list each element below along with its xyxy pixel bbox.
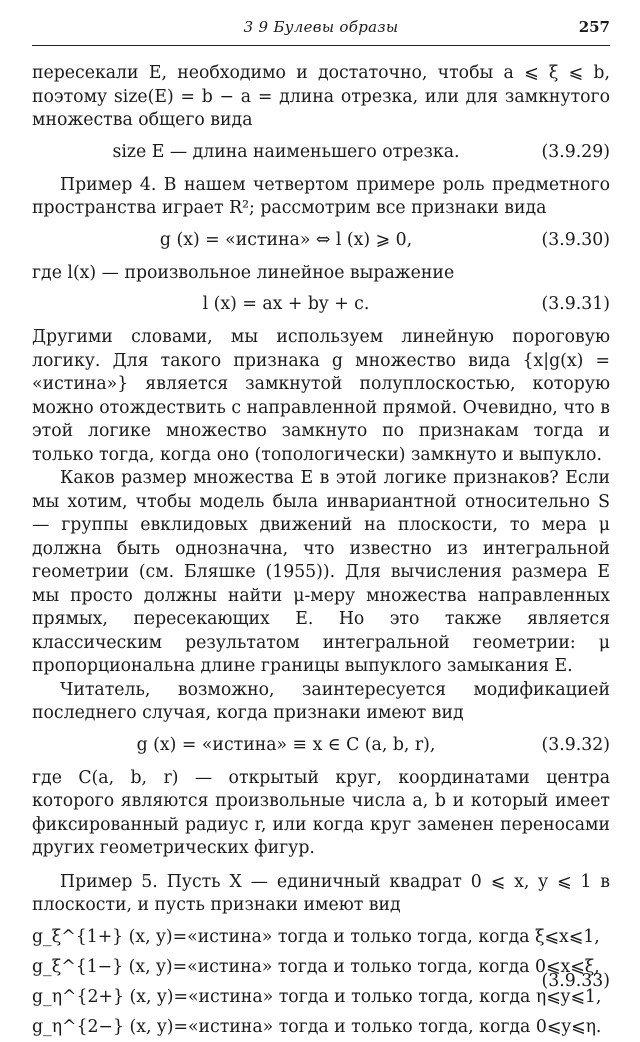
equation-number: (3.9.32) xyxy=(541,734,610,755)
page-header xyxy=(32,18,610,44)
running-head: 3 9 Булевы образы xyxy=(243,18,399,36)
equation-number: (3.9.30) xyxy=(541,229,610,250)
paragraph: Читатель, возможно, заинтересуется модификацией последнего случая, когда признаки имеют вид xyxy=(32,679,610,723)
equation-number: (3.9.29) xyxy=(541,141,610,162)
equation xyxy=(32,141,610,165)
equation-expression: size E — длина наименьшего отрезка. xyxy=(112,141,460,162)
equation xyxy=(32,293,610,317)
equation-expression: l (x) = ax + by + c. xyxy=(202,294,370,314)
page-body xyxy=(32,62,610,1042)
equation xyxy=(32,734,610,758)
case-line: g_ξ^{1−} (x, y)=«истина» тогда и только тогда, когда 0⩽x⩽ξ, xyxy=(32,956,600,977)
case-equations xyxy=(32,922,610,1042)
case-line: g_η^{2+} (x, y)=«истина» тогда и только тогда, когда η⩽y⩽1, xyxy=(32,986,602,1007)
paragraph: Пример 5. Пусть X — единичный квадрат 0 ⩽ x, y ⩽ 1 в плоскости, и пусть признаки имеют вид xyxy=(32,871,610,915)
case-line: g_ξ^{1+} (x, y)=«истина» тогда и только тогда, когда ξ⩽x⩽1, xyxy=(32,926,600,947)
equation-number: (3.9.31) xyxy=(541,294,610,314)
equation xyxy=(32,229,610,253)
paragraph: где l(x) — произвольное линейное выражение xyxy=(32,262,455,283)
paragraph: Другими словами, мы используем линейную пороговую логику. Для такого признака g множество вида {x|g(x) = «истина»} является замкнутой полуплоскостью, которую можно отождествить с направленной прямой. Очевидно, что в этой логике множество замкнуто по признакам тогда и только тогда, когда оно (топологически) замкнуто и выпукло. xyxy=(32,327,610,465)
page-number: 257 xyxy=(578,18,610,36)
paragraph: Каков размер множества E в этой логике признаков? Если мы хотим, чтобы модель была инвариантной относительно S — группы евклидовых движений на плоскости, то мера μ должна быть однозначна, что известно из интегральной геометрии (см. Бляшке (1955)). Для вычисления размера E мы просто должны найти μ-меру множества направленных прямых, пересекающих E. Но это также является классическим результатом интегральной геометрии: μ пропорциональна длине границы выпуклого замыкания E. xyxy=(32,468,610,676)
equation-number: (3.9.33) xyxy=(541,970,610,991)
paragraph: пересекали E, необходимо и достаточно, чтобы a ⩽ ξ ⩽ b, поэтому size(E) = b − a = длина отрезка, или для замкнутого множества общего вида xyxy=(32,63,610,130)
equation-expression: g (x) = «истина» ≡ x ∈ C (a, b, r), xyxy=(136,734,436,755)
paragraph: где C(a, b, r) — открытый круг, координатами центра которого являются произвольные числа a, b и который имеет фиксированный радиус r, или когда круг заменен переносами других геометрических фигур. xyxy=(32,767,610,858)
case-line: g_η^{2−} (x, y)=«истина» тогда и только тогда, когда 0⩽y⩽η. xyxy=(32,1016,602,1037)
equation-expression: g (x) = «истина» ⇔ l (x) ⩾ 0, xyxy=(159,229,413,250)
header-rule xyxy=(32,45,610,46)
paragraph: Пример 4. В нашем четвертом примере роль предметного пространства играет R²; рассмотрим все признаки вида xyxy=(32,174,610,218)
